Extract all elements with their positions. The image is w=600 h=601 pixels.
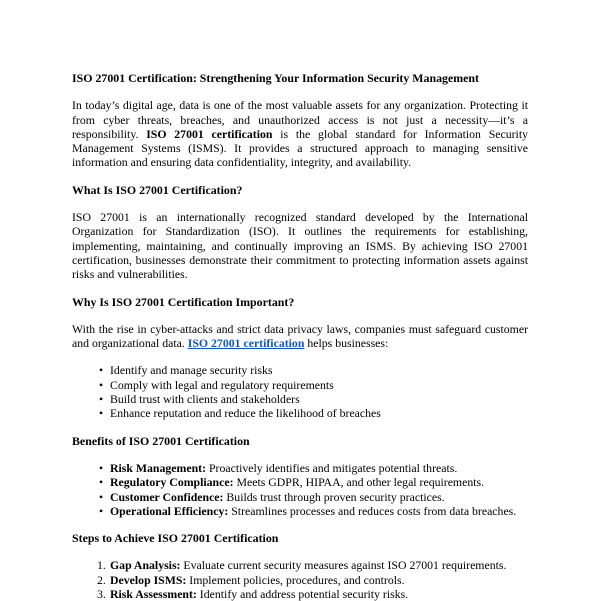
iso-27001-certification-link[interactable]: ISO 27001 certification	[187, 336, 305, 351]
list-item-text: Meets GDPR, HIPAA, and other legal requirements.	[233, 475, 485, 490]
list-item-lead: Customer Confidence:	[110, 489, 224, 504]
list-item	[72, 573, 528, 587]
intro-text-2: is the global standard for Information Security Management Systems (ISMS). It provides a structured approach to managing sensitive information and ensuring data confidentiality, integrity, and availability.	[72, 126, 529, 170]
section-heading-benefits: Benefits of ISO 27001 Certification	[72, 433, 250, 448]
list-item-lead: Risk Management:	[110, 460, 207, 475]
list-item-number: 1.	[97, 558, 106, 573]
list-item-text: Comply with legal and regulatory requirements	[110, 377, 334, 392]
why-important-paragraph	[72, 322, 528, 351]
list-item-text: Identify and manage security risks	[110, 363, 273, 378]
list-item-lead: Operational Efficiency:	[110, 503, 229, 518]
section-heading-steps: Steps to Achieve ISO 27001 Certification	[72, 531, 279, 546]
list-item	[72, 392, 528, 406]
section-heading-what-is: What Is ISO 27001 Certification?	[72, 182, 243, 197]
list-item-number: 2.	[97, 572, 106, 587]
list-item	[72, 363, 528, 377]
list-item-lead: Regulatory Compliance:	[110, 475, 234, 490]
list-item	[72, 504, 528, 518]
list-item	[72, 461, 528, 475]
intro-text-1: In today’s digital age, data is one of the most valuable assets for any organization. Protecting it from cyber threats, breaches, and unauthorized access is not just a necessity—it’s a responsibility.	[72, 98, 528, 141]
benefits-bullet-list	[72, 461, 528, 518]
list-item-lead: Develop ISMS:	[110, 572, 187, 587]
list-item-text: Proactively identifies and mitigates potential threats.	[206, 460, 458, 475]
why-bullet-list	[72, 363, 528, 420]
list-item	[72, 558, 528, 572]
what-is-paragraph: ISO 27001 is an internationally recognized standard developed by the International Organization for Standardization (ISO). It outlines the requirements for establishing, implementing, maintaining, and continually improving an ISMS. By achieving ISO 27001 certification, businesses demonstrate their commitment to protecting information assets against risks and vulnerabilities.	[72, 210, 528, 282]
intro-bold-text: ISO 27001 certification	[146, 126, 273, 141]
why-text-2: helps businesses:	[304, 336, 389, 351]
list-item-number: 3.	[97, 587, 106, 601]
list-item	[72, 490, 528, 504]
list-item-text: Implement policies, procedures, and controls.	[186, 572, 405, 587]
list-item-text: Streamlines processes and reduces costs from data breaches.	[228, 503, 517, 518]
intro-paragraph	[72, 98, 528, 169]
list-item-text: Build trust with clients and stakeholders	[110, 392, 300, 407]
list-item-text: Evaluate current security measures against ISO 27001 requirements.	[180, 558, 507, 573]
list-item-text: Enhance reputation and reduce the likelihood of breaches	[110, 406, 381, 421]
list-item-text: Identify and address potential security risks.	[196, 587, 409, 601]
document-title: ISO 27001 Certification: Strengthening Your Information Security Management	[72, 71, 480, 85]
list-item-lead: Risk Assessment:	[110, 587, 197, 601]
list-item-lead: Gap Analysis:	[110, 558, 181, 573]
section-heading-why-important: Why Is ISO 27001 Certification Important?	[72, 294, 295, 309]
steps-numbered-list	[72, 558, 528, 601]
list-item-text: Builds trust through proven security practices.	[223, 489, 445, 504]
list-item	[72, 378, 528, 392]
list-item	[72, 406, 528, 420]
list-item	[72, 587, 528, 601]
why-text-1: With the rise in cyber-attacks and strict data privacy laws, companies must safeguard customer and organizational data.	[72, 321, 528, 351]
list-item	[72, 475, 528, 489]
